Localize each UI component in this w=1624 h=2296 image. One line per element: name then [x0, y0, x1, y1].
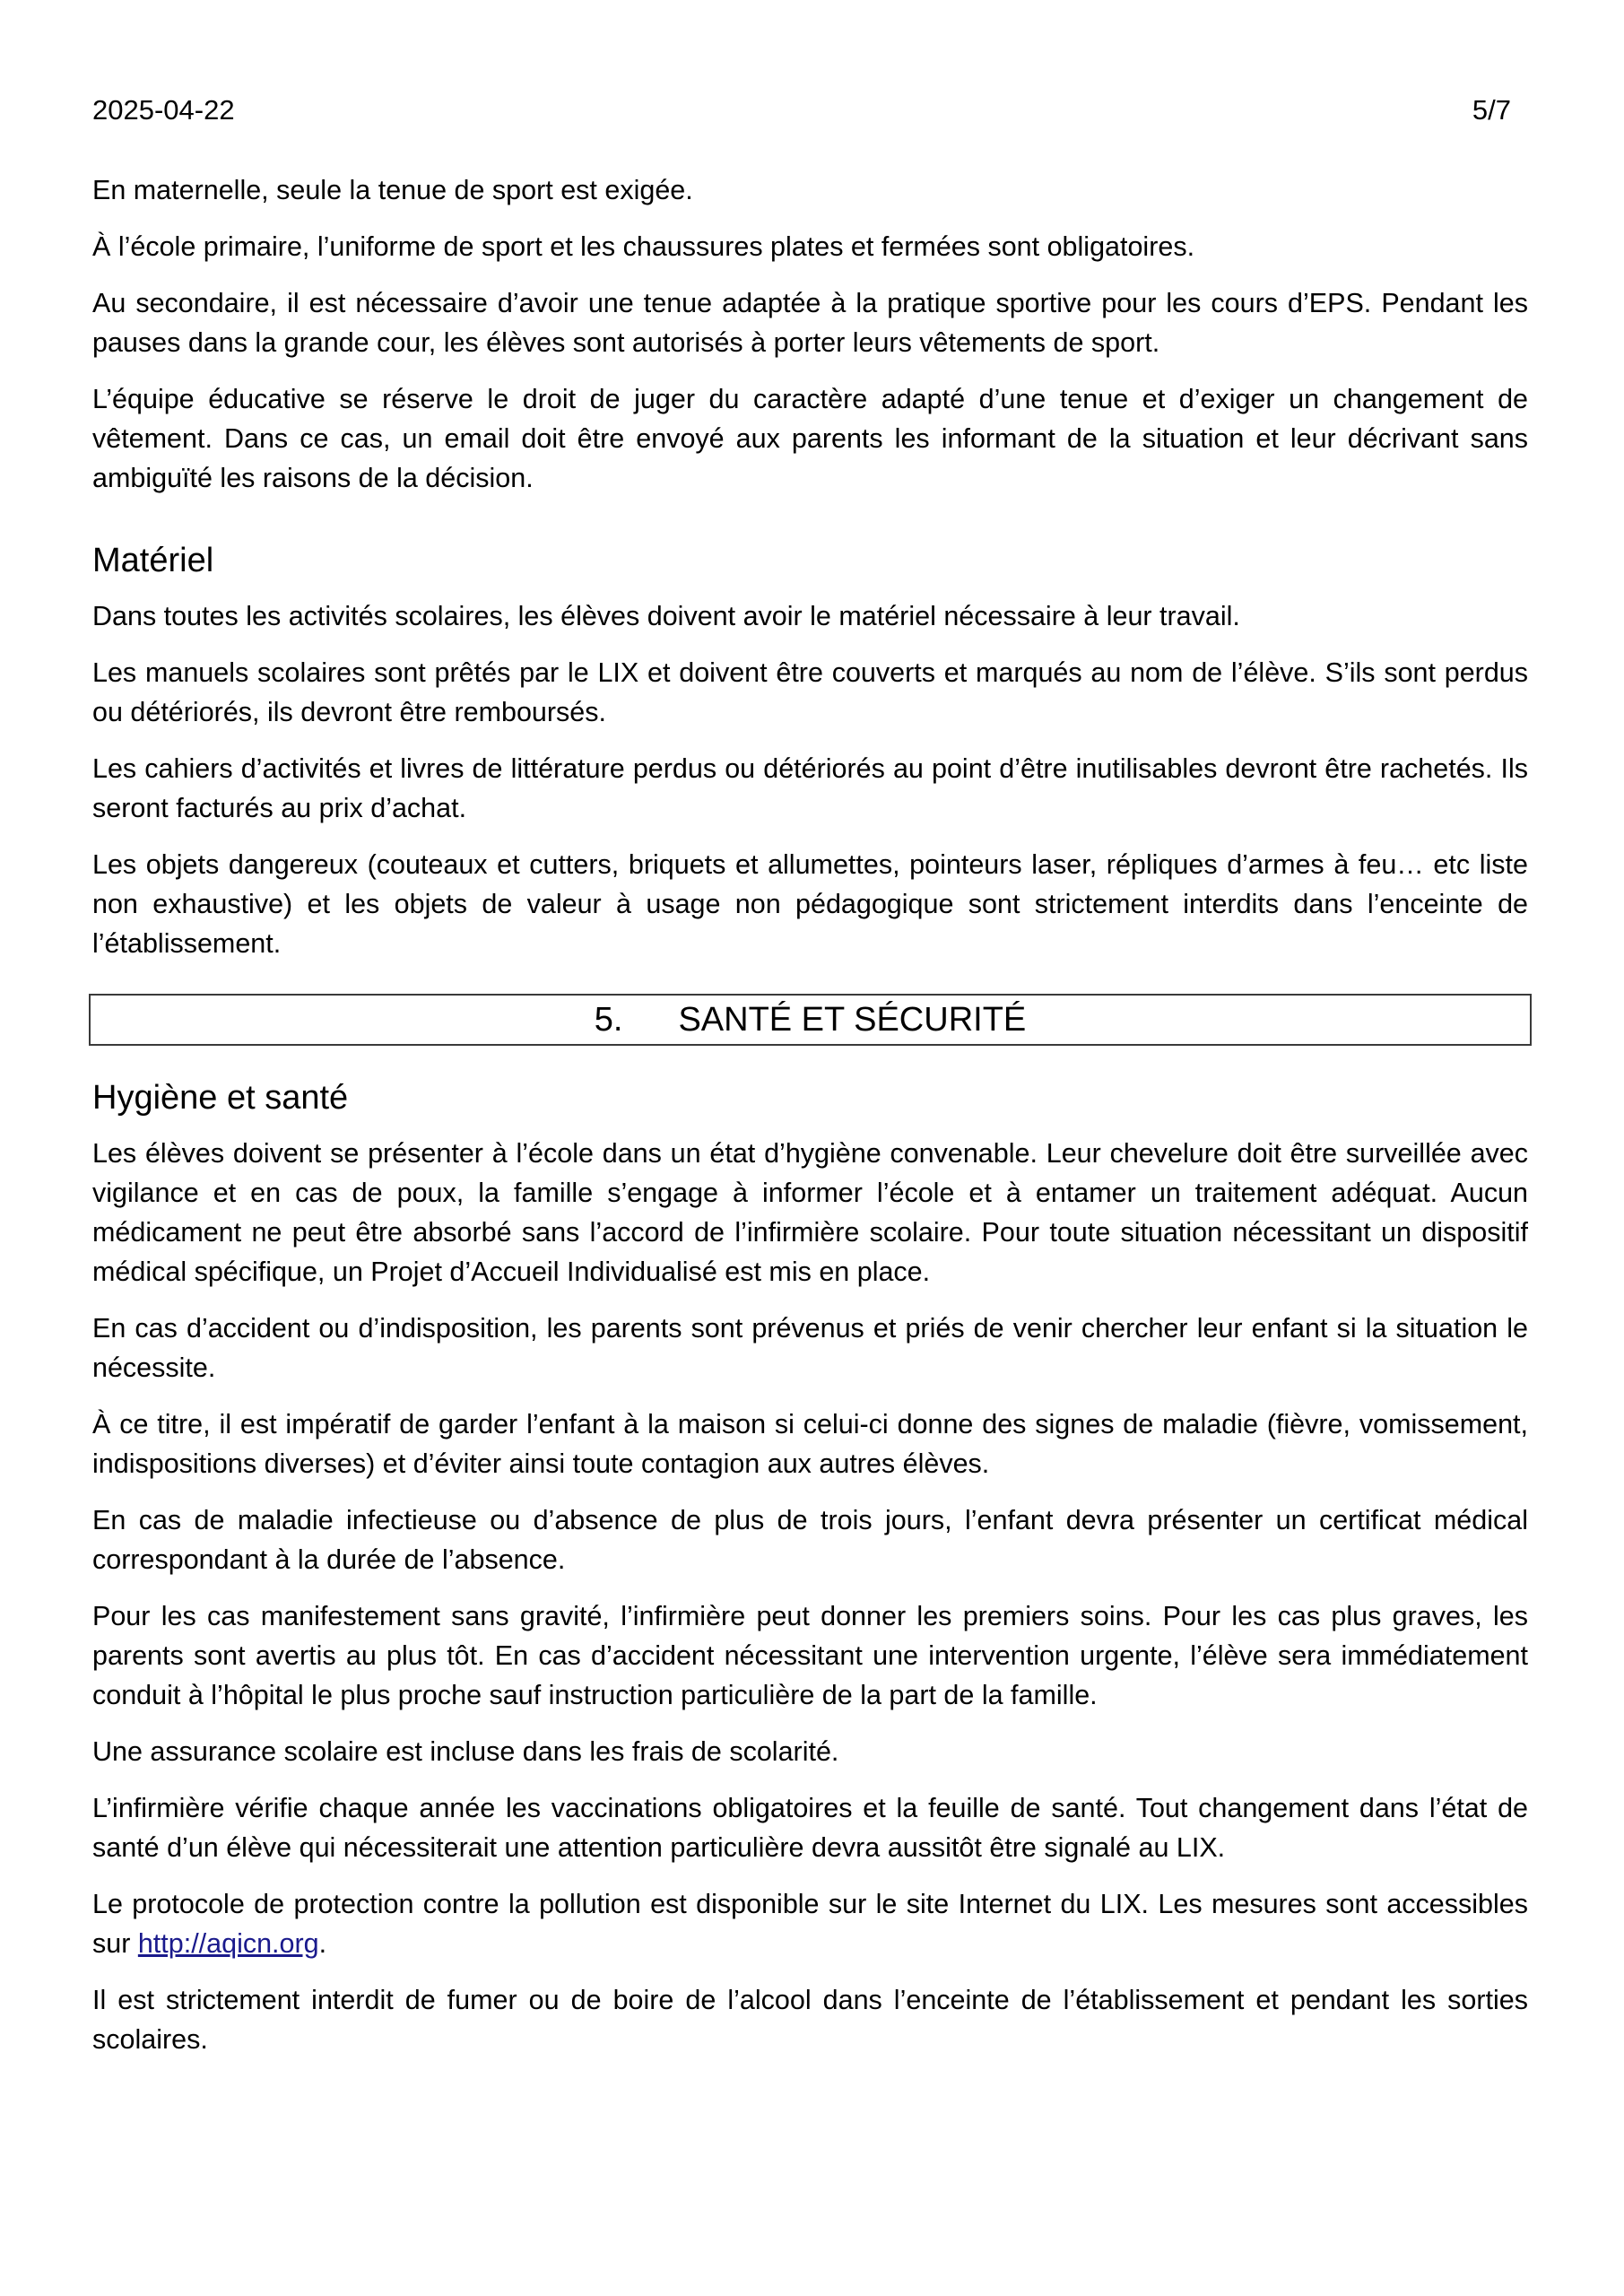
paragraph: L’équipe éducative se réserve le droit de juger du caractère adapté d’une tenue et d’exiger un changement de vêtement. Dans ce cas, un email doit être envoyé aux parents les informant de la situation et leur décrivant sans ambiguïté les raisons de la décision.: [92, 384, 1528, 493]
paragraph: Les cahiers d’activités et livres de littérature perdus ou détériorés au point d’être inutilisables devront être rachetés. Ils seront facturés au prix d’achat.: [92, 753, 1528, 823]
paragraph-pollution: [92, 1884, 1528, 1963]
section-number: 5.: [594, 1001, 623, 1039]
materiel-section: [92, 538, 1528, 963]
hygiene-section: [92, 1075, 1528, 2059]
paragraph: À l’école primaire, l’uniforme de sport et les chaussures plates et fermées sont obligatoires.: [92, 231, 1195, 262]
subheading-hygiene: Hygiène et santé: [92, 1079, 349, 1117]
paragraph: Au secondaire, il est nécessaire d’avoir une tenue adaptée à la pratique sportive pour les cours d’EPS. Pendant les pauses dans la grande cour, les élèves sont autorisés à porter leurs vêtements de sport.: [92, 288, 1528, 358]
paragraph: Il est strictement interdit de fumer ou de boire de l’alcool dans l’enceinte de l’établissement et pendant les sorties scolaires.: [92, 1985, 1528, 2055]
document-date: 2025-04-22: [92, 94, 235, 126]
paragraph: Les élèves doivent se présenter à l’école dans un état d’hygiène convenable. Leur chevelure doit être surveillée avec vigilance et en cas de poux, la famille s’engage à informer l’école et à entamer un traitement adéquat. Aucun médicament ne peut être absorbé sans l’accord de l’infirmière scolaire. Pour toute situation nécessitant un dispositif médical spécifique, un Projet d’Accueil Individualisé est mis en place.: [92, 1138, 1528, 1287]
paragraph: Les objets dangereux (couteaux et cutters, briquets et allumettes, pointeurs laser, répliques d’armes à feu… etc liste non exhaustive) et les objets de valeur à usage non pédagogique sont strictement interdits dans l’enceinte de l’établissement.: [92, 849, 1528, 959]
paragraph: En maternelle, seule la tenue de sport est exigée.: [92, 175, 693, 205]
subheading-materiel: Matériel: [92, 542, 214, 579]
document-body: [92, 170, 1528, 2076]
section-title-box: [89, 994, 1532, 1046]
paragraph: À ce titre, il est impératif de garder l’enfant à la maison si celui-ci donne des signes de maladie (fièvre, vomissement, indispositions diverses) et d’éviter ainsi toute contagion aux autres élèves.: [92, 1409, 1528, 1479]
aqicn-link[interactable]: http://aqicn.org: [137, 1928, 319, 1959]
paragraph: En cas de maladie infectieuse ou d’absence de plus de trois jours, l’enfant devra présenter un certificat médical correspondant à la durée de l’absence.: [92, 1505, 1528, 1575]
paragraph-text: .: [318, 1928, 327, 1959]
paragraph: Une assurance scolaire est incluse dans les frais de scolarité.: [92, 1736, 839, 1767]
paragraph-text: Le protocole de protection contre la pollution est disponible sur le site Internet du LIX. Les mesures sont accessibles sur: [92, 1889, 1528, 1959]
tenue-section: [92, 170, 1528, 498]
paragraph: En cas d’accident ou d’indisposition, les parents sont prévenus et priés de venir chercher leur enfant si la situation le nécessite.: [92, 1313, 1528, 1383]
paragraph: Pour les cas manifestement sans gravité, l’infirmière peut donner les premiers soins. Pour les cas plus graves, les parents sont avertis au plus tôt. En cas d’accident nécessitant une intervention urgente, l’élève sera immédiatement conduit à l’hôpital le plus proche sauf instruction particulière de la part de la famille.: [92, 1601, 1528, 1710]
page-header: [92, 92, 1511, 128]
paragraph: L’infirmière vérifie chaque année les vaccinations obligatoires et la feuille de santé. Tout changement dans l’état de santé d’un élève qui nécessiterait une attention particulière devra aussitôt être signalé au LIX.: [92, 1793, 1528, 1863]
section-title: SANTÉ ET SÉCURITÉ: [678, 1001, 1027, 1039]
paragraph: Les manuels scolaires sont prêtés par le LIX et doivent être couverts et marqués au nom de l’élève. S’ils sont perdus ou détériorés, ils devront être remboursés.: [92, 657, 1528, 727]
paragraph: Dans toutes les activités scolaires, les élèves doivent avoir le matériel nécessaire à leur travail.: [92, 601, 1240, 631]
page-number: 5/7: [1472, 94, 1511, 126]
